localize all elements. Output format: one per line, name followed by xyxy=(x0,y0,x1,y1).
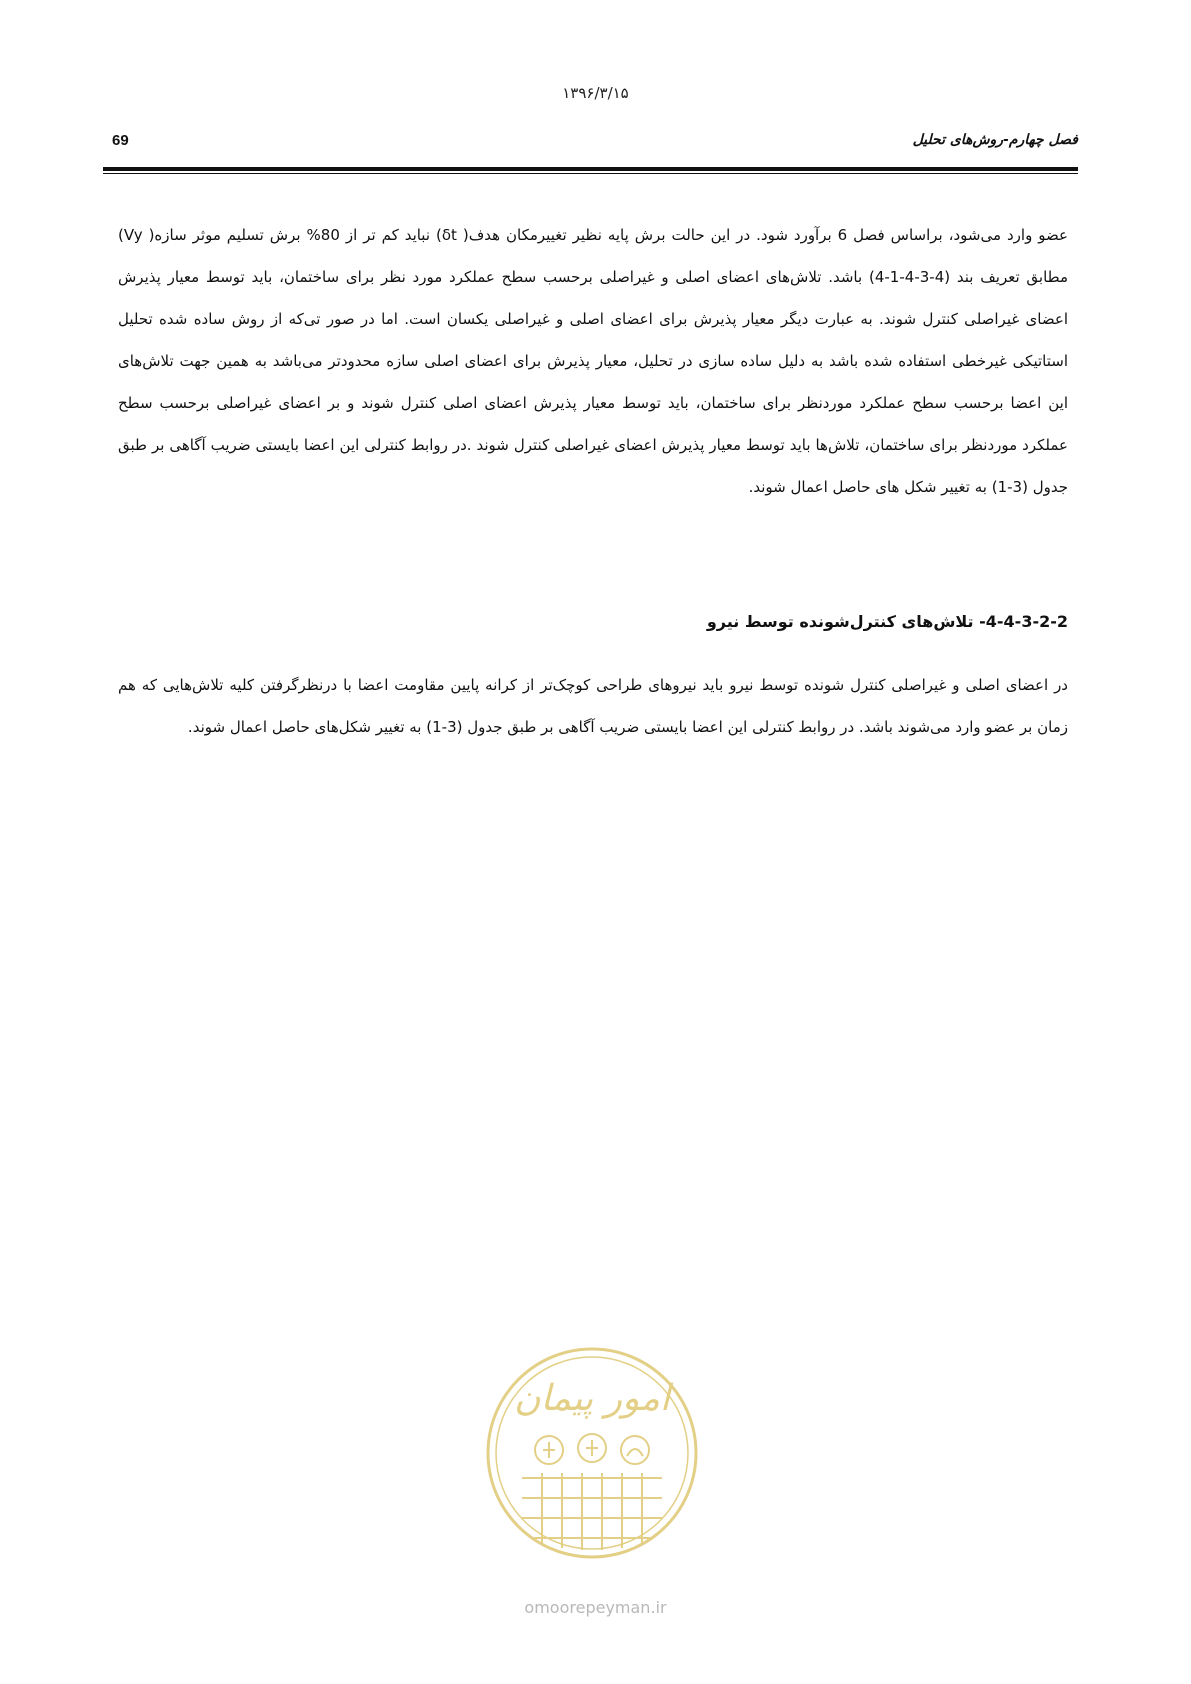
watermark-url: omoorepeyman.ir xyxy=(524,1598,667,1617)
section-heading: 4-4-3-2-2- تلاش‌های کنترل‌شونده توسط نیرو xyxy=(706,612,1068,631)
stamp-logo-text: امور پیمان xyxy=(514,1378,670,1419)
body-paragraph-1: عضو وارد می‌شود، براساس فصل 6 برآورد شود. در این حالت برش پایه نظیر تغییرمکان هدف( δt) نباید کم تر از 80% برش تسلیم موثر سازه( Vy) مطابق تعریف بند (4-3-4-1-4) باشد. تلاش‌های اعضای اصلی و غیراصلی برحسب سطح عملکرد مورد نظر برای ساختمان، باید توسط معیار پذیرش اعضای غیراصلی کنترل شوند. به عبارت دیگر معیار پذیرش برای اعضای اصلی و غیراصلی یکسان است. اما در صور تی‌که از روش ساده شده تحلیل استاتیکی غیرخطی استفاده شده باشد به دلیل ساده سازی در تحلیل، معیار پذیرش برای اعضای اصلی سازه محدودتر می‌باشد به همین جهت تلاش‌های این اعضا برحسب سطح عملکرد موردنظر برای ساختمان، باید توسط معیار پذیرش اعضای اصلی کنترل شوند و بر اعضای غیراصلی برحسب سطح عملکرد موردنظر برای ساختمان، تلاش‌ها باید توسط معیار پذیرش اعضای غیراصلی کنترل شوند .در روابط کنترلی این اعضا بایستی ضریب آگاهی بر طبق جدول (3-1) به تغییر شکل های حاصل اعمال شوند. xyxy=(118,226,1068,496)
page-number: 69 xyxy=(112,131,129,149)
watermark-stamp-icon xyxy=(477,1338,707,1568)
header-rule-thin xyxy=(103,173,1078,174)
document-date: ۱۳۹۶/۳/۱۵ xyxy=(562,84,629,102)
body-paragraph-2: در اعضای اصلی و غیراصلی کنترل شونده توسط نیرو باید نیروهای طراحی کوچک‌تر از کرانه پایین مقاومت اعضا با درنظرگرفتن کلیه تلاش‌هایی که هم زمان بر عضو وارد می‌شوند باشد. در روابط کنترلی این اعضا بایستی ضریب آگاهی بر طبق جدول (3-1) به تغییر شکل‌های حاصل اعمال شوند. xyxy=(118,676,1068,736)
page-header xyxy=(112,128,1078,152)
chapter-title: فصل چهارم-روش‌های تحلیل xyxy=(912,132,1078,148)
header-rule-thick xyxy=(103,167,1078,171)
